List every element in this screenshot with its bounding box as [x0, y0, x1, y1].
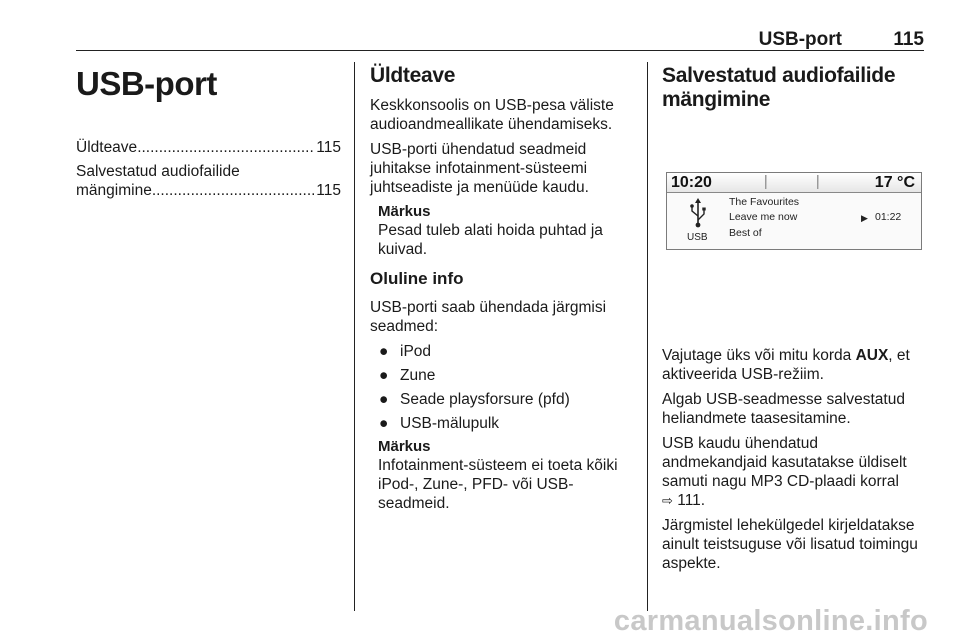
toc-entry[interactable]	[76, 138, 341, 157]
aux-key-label: AUX	[855, 347, 889, 364]
track-item: The Favourites	[729, 196, 800, 208]
header-rule	[76, 50, 924, 51]
paragraph	[662, 346, 926, 384]
paragraph: Algab USB-seadmesse salvestatud heliandmete taasesitamine.	[662, 391, 905, 427]
usb-icon	[689, 198, 707, 228]
cross-reference-page[interactable]: 111.	[677, 492, 706, 509]
playback-column	[662, 62, 926, 579]
list-item-text: Zune	[400, 367, 436, 384]
chapter-title: USB-port	[76, 65, 217, 102]
chapter-column	[76, 62, 341, 205]
list-item	[370, 414, 632, 433]
list-item-text: iPod	[400, 343, 432, 360]
general-info-column	[370, 62, 632, 517]
column-divider	[647, 62, 648, 611]
list-item	[370, 366, 632, 385]
toc-entry[interactable]	[76, 162, 341, 200]
bullet-icon: ●	[379, 367, 389, 384]
paragraph: USB-porti ühendatud seadmeid juhitakse infotainment-süsteemi juhtseadiste ja menüüde kaudu.	[370, 141, 589, 196]
table-of-contents	[76, 138, 341, 200]
play-icon: ▶	[861, 213, 868, 223]
status-separator	[765, 175, 767, 189]
display-status-bar	[667, 173, 921, 193]
running-head	[76, 29, 924, 51]
track-item: Leave me now	[729, 211, 798, 223]
toc-leader-dots	[137, 138, 314, 157]
toc-entry-label: mängimine	[76, 182, 152, 199]
toc-entry-label: Üldteave	[76, 139, 138, 156]
list-item-text: Seade playsforsure (pfd)	[400, 391, 570, 408]
note-label: Märkus	[378, 203, 431, 220]
note-text: Infotainment-süsteem ei toeta kõiki iPod-, Zune-, PFD- või USB-seadmeid.	[378, 457, 618, 512]
elapsed-time: 01:22	[875, 211, 902, 223]
list-item	[370, 342, 632, 361]
note-label: Märkus	[378, 438, 431, 455]
paragraph: Keskkonsoolis on USB-pesa väliste audioandmeallikate ühendamiseks.	[370, 97, 614, 133]
toc-entry-page: 115	[316, 139, 341, 156]
paragraph: Järgmistel lehekülgedel kirjeldatakse ainult teistsuguse või lisatud toimingu aspekte.	[662, 517, 918, 572]
column-divider	[354, 62, 355, 611]
display-clock: 10:20	[671, 174, 712, 191]
text-run: , et aktiveerida USB-režiim.	[662, 347, 910, 383]
source-label: USB	[687, 232, 708, 243]
display-body	[667, 194, 921, 250]
paragraph: USB-porti saab ühendada järgmisi seadmed:	[370, 299, 607, 335]
track-item: Best of	[729, 227, 762, 239]
bullet-icon: ●	[379, 391, 389, 408]
display-temperature: 17 °C	[874, 174, 915, 191]
note-box	[378, 203, 632, 259]
list-item-text: USB-mälupulk	[400, 415, 500, 432]
infotainment-display	[666, 172, 922, 250]
toc-entry-page: 115	[316, 182, 341, 199]
list-item	[370, 390, 632, 409]
arrow-reference-icon: ⇨	[662, 493, 673, 508]
paragraph	[662, 434, 926, 510]
status-separator	[817, 175, 819, 189]
text-run: USB kaudu ühendatud andmekandjaid kasutatakse üldiselt samuti nagu MP3 CD-plaadi korral	[662, 435, 907, 490]
section-heading: Üldteave	[370, 64, 456, 87]
toc-entry-label: Salvestatud audiofailide	[76, 163, 240, 180]
note-box	[378, 438, 632, 513]
device-list	[370, 342, 632, 433]
bullet-icon: ●	[379, 343, 389, 360]
display-illustration	[662, 124, 926, 332]
toc-leader-dots	[152, 181, 314, 200]
text-run: Vajutage üks või mitu korda	[662, 347, 856, 364]
running-head-title: USB-port	[758, 29, 842, 50]
section-heading: Salvestatud audiofailide mängimine	[662, 64, 896, 111]
subsection-heading: Oluline info	[370, 269, 464, 288]
bullet-icon: ●	[379, 415, 389, 432]
watermark: carmanualsonline.info	[613, 605, 928, 637]
note-text: Pesad tuleb alati hoida puhtad ja kuivad.	[378, 222, 603, 258]
page-number: 115	[893, 29, 924, 50]
